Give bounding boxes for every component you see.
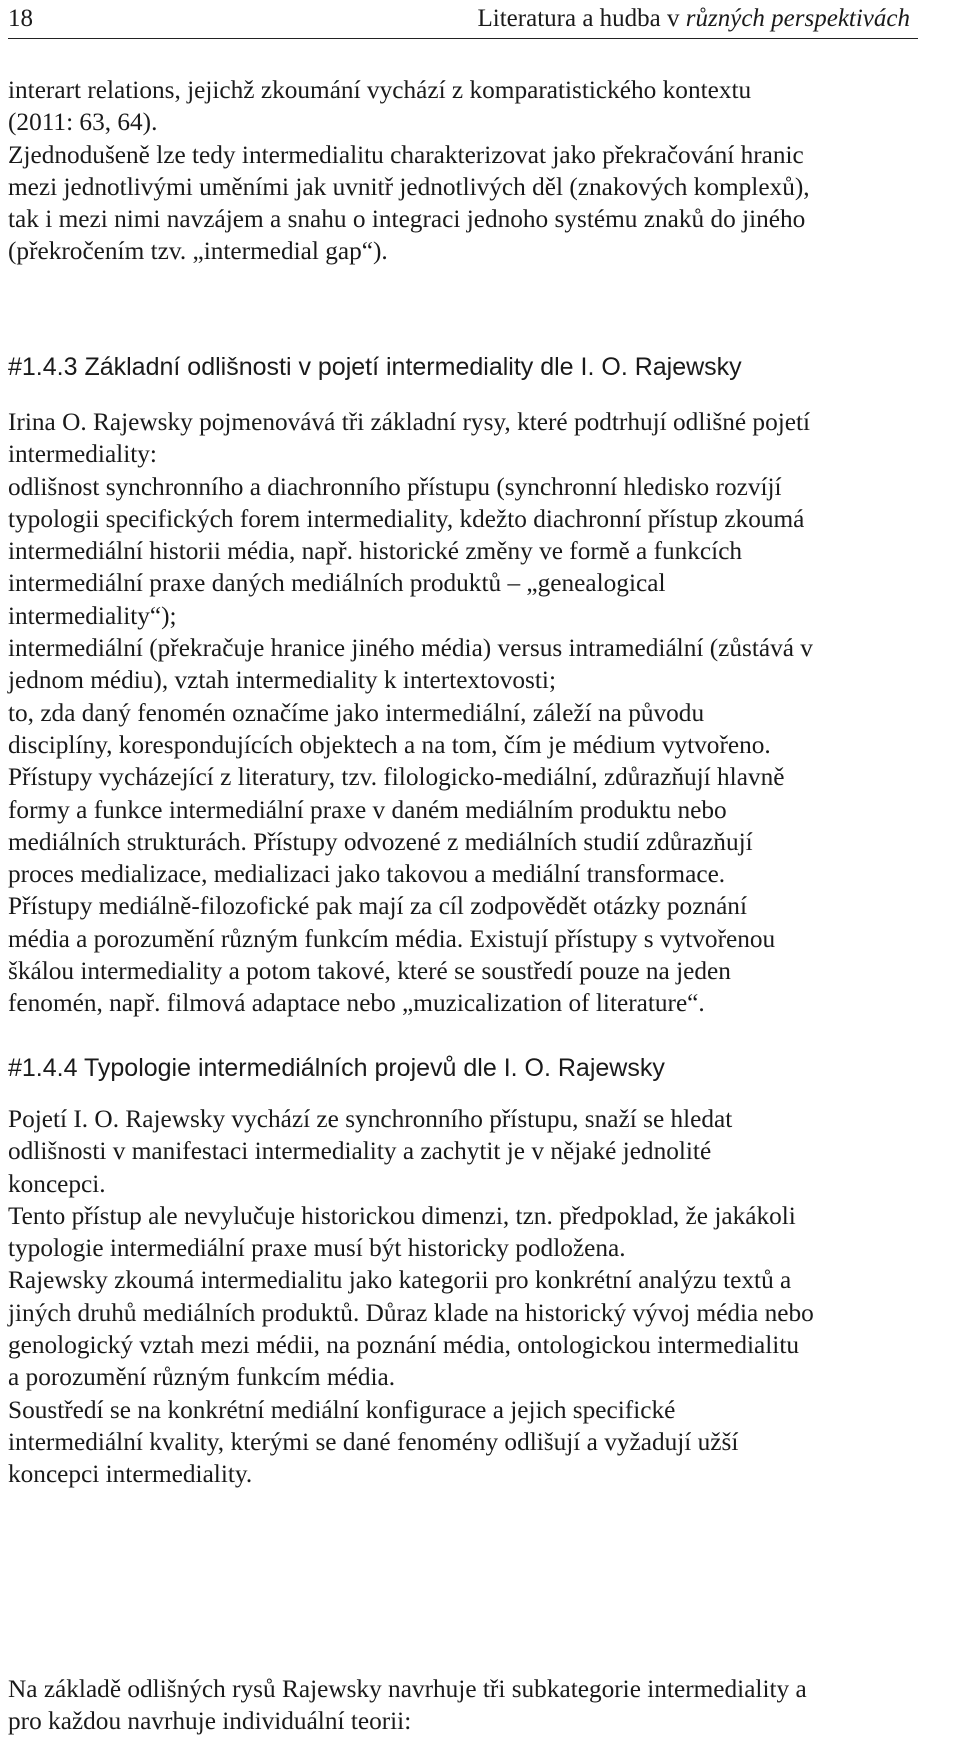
text-line: Irina O. Rajewsky pojmenovává tři základní rysy, které podtrhují odlišné pojetí <box>8 408 811 436</box>
text-line: škálou intermediality a potom takové, které se soustředí pouze na jeden <box>8 957 731 986</box>
text-line: Zjednodušeně lze tedy intermedialitu charakterizovat jako překračování hranic <box>8 140 804 169</box>
text-line: mediálních strukturách. Přístupy odvozené z mediálních studií zdůrazňují <box>8 827 753 856</box>
intro-paragraph <box>8 74 958 268</box>
text-line: intermediální historii média, např. historické změny ve formě a funkcích <box>8 537 743 566</box>
section-heading-1-4-4: #1.4.4 Typologie intermediálních projevů dle I. O. Rajewsky <box>8 1054 665 1082</box>
text-line: intermediální kvality, kterými se dané fenomény odlišují a vyžadují užší <box>8 1427 739 1456</box>
text-line: intermediality“); <box>8 601 177 630</box>
text-line: koncepci. <box>8 1169 106 1198</box>
text-line: intermediální praxe daných mediálních produktů – „genealogical <box>8 569 666 598</box>
page-number: 18 <box>8 5 33 32</box>
text-line: koncepci intermediality. <box>8 1460 253 1489</box>
text-line: intermediální (překračuje hranice jiného média) versus intramediální (zůstává v <box>8 634 813 663</box>
text-line: to, zda daný fenomén označíme jako intermediální, záleží na původu <box>8 698 705 727</box>
text-line: (2011: 63, 64). <box>8 108 158 137</box>
text-line: odlišnosti v manifestaci intermediality a zachytit je v nějaké jednolité <box>8 1137 712 1166</box>
text-line: Soustředí se na konkrétní mediální konfigurace a jejich specifické <box>8 1395 676 1424</box>
section-heading-1-4-3: #1.4.3 Základní odlišnosti v pojetí intermediality dle I. O. Rajewsky <box>8 353 742 381</box>
text-line: Na základě odlišných rysů Rajewsky navrhuje tři subkategorie intermediality a <box>8 1675 807 1703</box>
text-line: odlišnost synchronního a diachronního přístupu (synchronní hledisko rozvíjí <box>8 472 782 501</box>
text-line: typologii specifických forem intermediality, kdežto diachronní přístup zkoumá <box>8 504 805 533</box>
text-line: a porozumění různým funkcím média. <box>8 1363 396 1392</box>
text-line: genologický vztah mezi médii, na poznání média, ontologickou intermedialitu <box>8 1331 800 1360</box>
text-line: interart relations, jejichž zkoumání vychází z komparatistického kontextu <box>8 76 752 104</box>
text-line: typologie intermediální praxe musí být historicky podložena. <box>8 1234 626 1263</box>
text-line: Pojetí I. O. Rajewsky vychází ze synchronního přístupu, snaží se hledat <box>8 1105 733 1133</box>
text-line: intermediality: <box>8 440 157 469</box>
text-line: (překročením tzv. „intermedial gap“). <box>8 237 388 266</box>
text-line: média a porozumění různým funkcím média. Existují přístupy s vytvořenou <box>8 924 776 953</box>
text-line: pro každou navrhuje individuální teorii: <box>8 1707 412 1736</box>
text-line: jednom médiu), vztah intermediality k intertextovosti; <box>8 666 556 695</box>
text-line: Rajewsky zkoumá intermedialitu jako kategorii pro konkrétní analýzu textů a <box>8 1266 792 1295</box>
text-line: fenomén, např. filmová adaptace nebo „muzicalization of literature“. <box>8 989 705 1018</box>
section-1-4-4-body <box>8 1103 958 1491</box>
section-1-4-3-body <box>8 406 958 1020</box>
text-line: disciplíny, korespondujících objektech a na tom, čím je médium vytvořeno. <box>8 730 771 759</box>
text-line: Přístupy mediálně-filozofické pak mají za cíl zodpovědět otázky poznání <box>8 892 747 921</box>
text-line: Tento přístup ale nevylučuje historickou dimenzi, tzn. předpoklad, že jakákoli <box>8 1201 796 1230</box>
text-line: mezi jednotlivými uměními jak uvnitř jednotlivých děl (znakových komplexů), <box>8 172 810 201</box>
text-line: tak i mezi nimi navzájem a snahu o integraci jednoho systému znaků do jiného <box>8 205 806 234</box>
text-line: proces medializace, medializaci jako takovou a mediální transformace. <box>8 860 726 889</box>
text-line: jiných druhů mediálních produktů. Důraz klade na historický vývoj média nebo <box>8 1298 814 1327</box>
running-title-italic: různých perspektivách <box>685 5 910 32</box>
text-line: Přístupy vycházející z literatury, tzv. filologicko-mediální, zdůrazňují hlavně <box>8 763 785 792</box>
closing-paragraph <box>8 1673 958 1738</box>
running-title <box>478 4 910 34</box>
page-header <box>8 4 918 39</box>
text-line: formy a funkce intermediální praxe v daném mediálním produktu nebo <box>8 795 727 824</box>
running-title-prefix: Literatura a hudba v <box>477 5 686 32</box>
